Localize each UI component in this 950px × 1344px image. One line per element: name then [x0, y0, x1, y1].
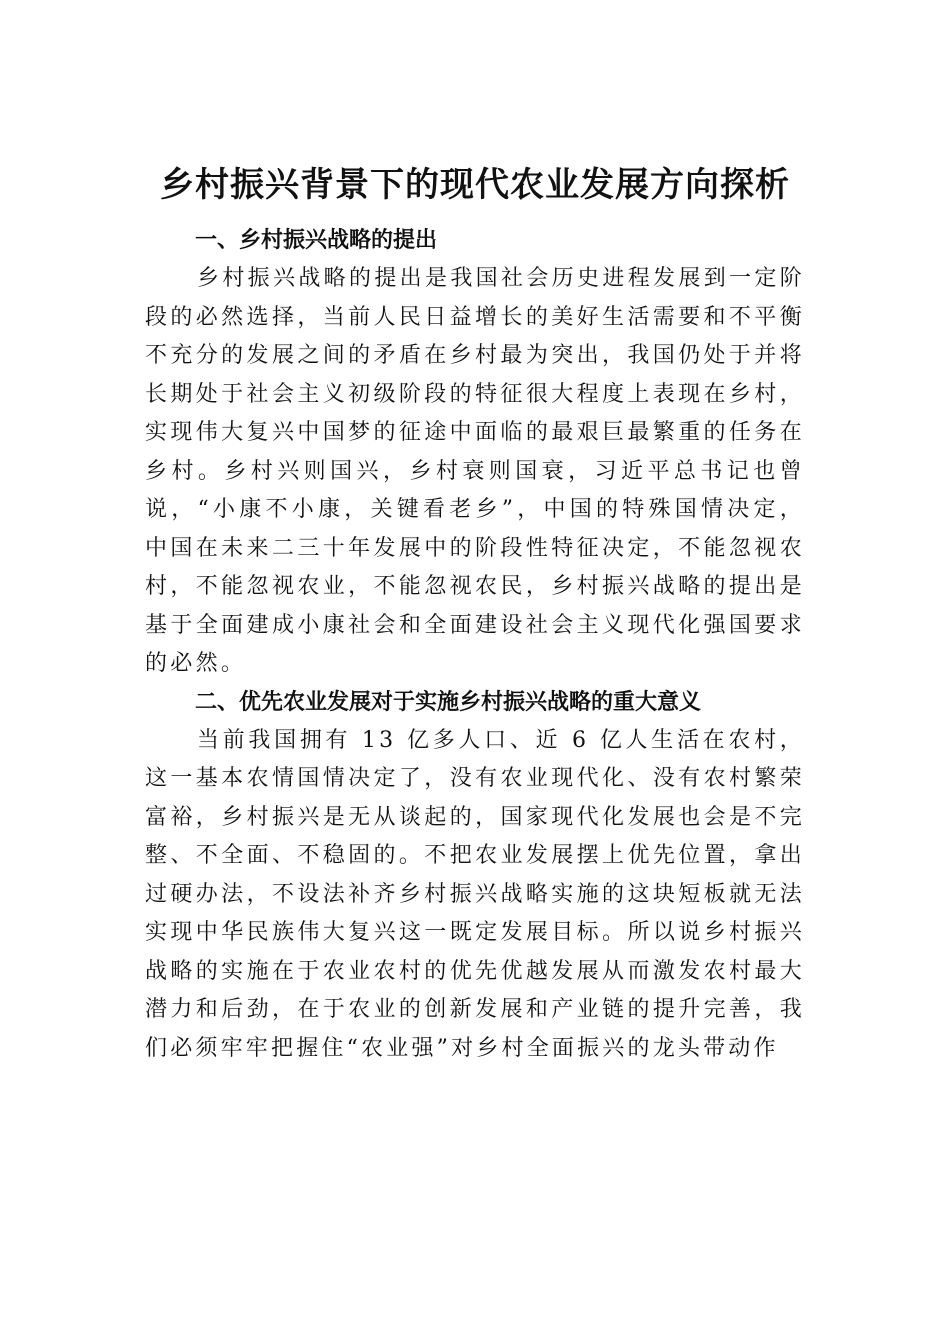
section-2-paragraph: 当前我国拥有 13 亿多人口、近 6 亿人生活在农村，这一基本农情国情决定了，没有农业现代化、没有农村繁荣富裕，乡村振兴是无从谈起的，国家现代化发展也会是不完整、不全面、不稳固的。不把农业发展摆上优先位置，拿出过硬办法，不设法补齐乡村振兴战略实施的这块短板就无法实现中华民族伟大复兴这一既定发展目标。所以说乡村振兴战略的实施在于农业农村的优先优越发展从而激发农村最大潜力和后劲，在于农业的创新发展和产业链的提升完善，我们必须牢牢把握住“农业强”对乡村全面振兴的龙头带动作 — [145, 727, 805, 1061]
document-title: 乡村振兴背景下的现代农业发展方向探析 — [160, 165, 790, 205]
section-1-heading: 一、乡村振兴战略的提出 — [195, 228, 438, 253]
document-body — [145, 222, 805, 1068]
section-1-paragraph: 乡村振兴战略的提出是我国社会历史进程发展到一定阶段的必然选择，当前人民日益增长的美好生活需要和不平衡不充分的发展之间的矛盾在乡村最为突出，我国仍处于并将长期处于社会主义初级阶段的特征很大程度上表现在乡村，实现伟大复兴中国梦的征途中面临的最艰巨最繁重的任务在乡村。乡村兴则国兴，乡村衰则国衰，习近平总书记也曾说，“小康不小康，关键看老乡”，中国的特殊国情决定，中国在未来二三十年发展中的阶段性特征决定，不能忽视农村，不能忽视农业，不能忽视农民，乡村振兴战略的提出是基于全面建成小康社会和全面建设社会主义现代化强国要求的必然。 — [145, 266, 805, 676]
section-1 — [145, 222, 805, 684]
section-2 — [145, 684, 805, 1069]
section-2-heading: 二、优先农业发展对于实施乡村振兴战略的重大意义 — [195, 689, 702, 715]
